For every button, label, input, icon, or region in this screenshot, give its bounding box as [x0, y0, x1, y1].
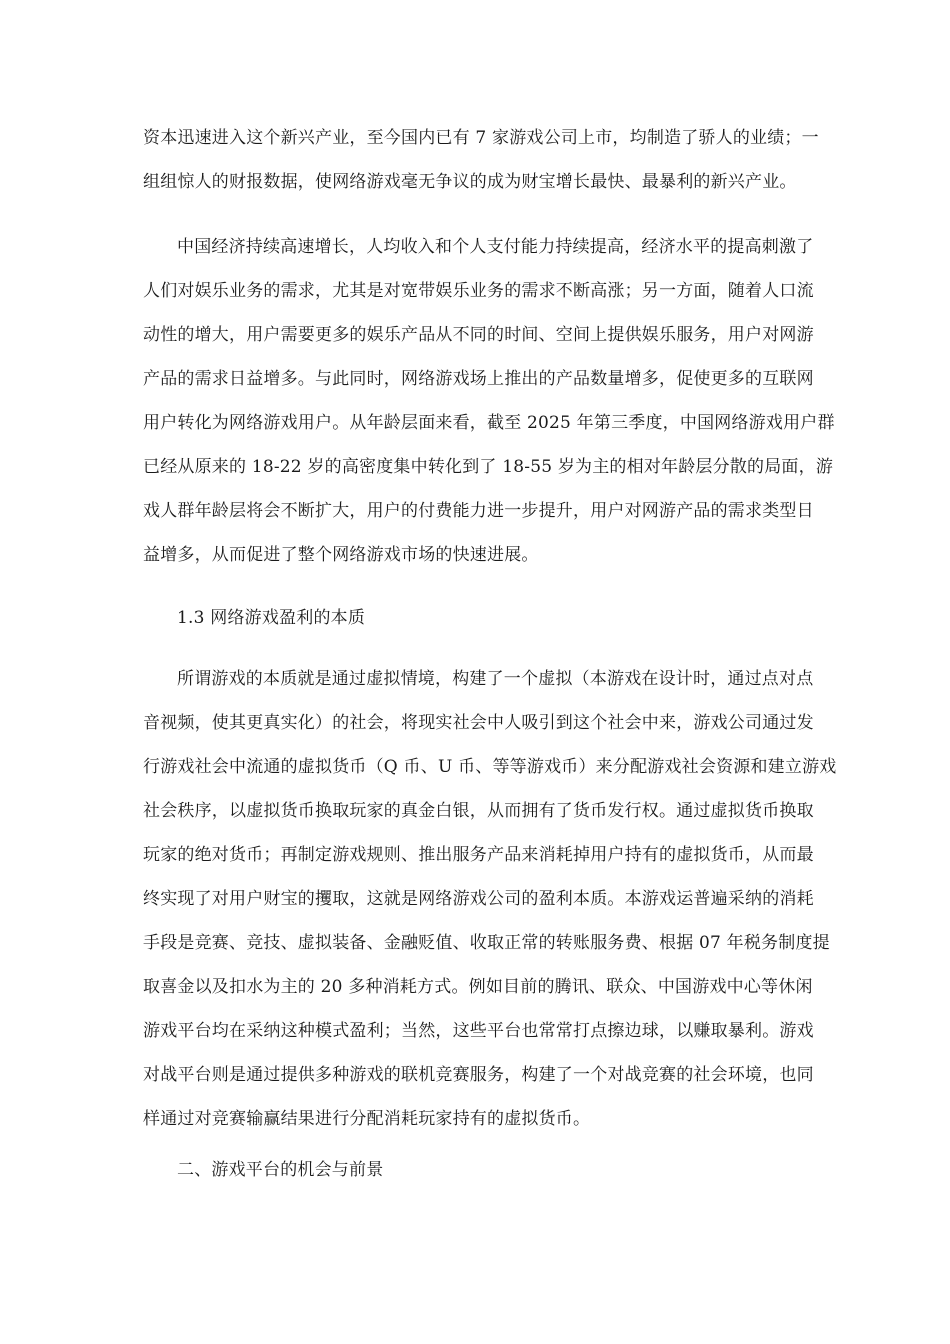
paragraph-3-line-1: 所谓游戏的本质就是通过虚拟情境，构建了一个虚拟（本游戏在设计时，通过点对点 — [177, 669, 814, 689]
paragraph-1-line-2: 组组惊人的财报数据，使网络游戏毫无争议的成为财宝增长最快、最暴利的新兴产业。 — [143, 172, 797, 192]
paragraph-2-line-3: 动性的增大，用户需要更多的娱乐产品从不同的时间、空间上提供娱乐服务，用户对网游 — [143, 325, 814, 345]
paragraph-3-line-3: 行游戏社会中流通的虚拟货币（Q 币、U 币、等等游戏币）来分配游戏社会资源和建立游戏 — [143, 757, 837, 777]
paragraph-1-line-1: 资本迅速进入这个新兴产业，至今国内已有 7 家游戏公司上市，均制造了骄人的业绩；一 — [143, 128, 819, 148]
paragraph-3-line-6: 终实现了对用户财宝的攫取，这就是网络游戏公司的盈利本质。本游戏运普遍采纳的消耗 — [143, 889, 814, 909]
paragraph-3-line-4: 社会秩序，以虚拟货币换取玩家的真金白银，从而拥有了货币发行权。通过虚拟货币换取 — [143, 801, 814, 821]
paragraph-3-line-10: 对战平台则是通过提供多种游戏的联机竞赛服务，构建了一个对战竞赛的社会环境，也同 — [143, 1065, 814, 1085]
paragraph-3-line-8: 取喜金以及扣水为主的 20 多种消耗方式。例如目前的腾讯、联众、中国游戏中心等休闲 — [143, 977, 813, 997]
paragraph-3-line-7: 手段是竞赛、竞技、虚拟装备、金融贬值、收取正常的转账服务费、根据 07 年税务制度提 — [143, 933, 830, 953]
paragraph-2-line-4: 产品的需求日益增多。与此同时，网络游戏场上推出的产品数量增多，促使更多的互联网 — [143, 369, 814, 389]
paragraph-2-line-1: 中国经济持续高速增长，人均收入和个人支付能力持续提高，经济水平的提高刺激了 — [177, 237, 814, 257]
paragraph-2-line-5: 用户转化为网络游戏用户。从年龄层面来看，截至 2025 年第三季度，中国网络游戏用户群 — [143, 413, 835, 433]
paragraph-2-line-2: 人们对娱乐业务的需求，尤其是对宽带娱乐业务的需求不断高涨；另一方面，随着人口流 — [143, 281, 814, 301]
paragraph-3-line-9: 游戏平台均在采纳这种模式盈利；当然，这些平台也常常打点擦边球，以赚取暴利。游戏 — [143, 1021, 814, 1041]
paragraph-2-line-6: 已经从原来的 18-22 岁的高密度集中转化到了 18-55 岁为主的相对年龄层分散的局面，游 — [143, 457, 834, 477]
section-heading-1-3: 1.3 网络游戏盈利的本质 — [177, 608, 366, 628]
paragraph-2-line-7: 戏人群年龄层将会不断扩大，用户的付费能力进一步提升，用户对网游产品的需求类型日 — [143, 501, 814, 521]
section-heading-2: 二、游戏平台的机会与前景 — [177, 1160, 384, 1180]
paragraph-2-line-8: 益增多，从而促进了整个网络游戏市场的快速进展。 — [143, 545, 539, 565]
paragraph-3-line-11: 样通过对竞赛输赢结果进行分配消耗玩家持有的虚拟货币。 — [143, 1109, 591, 1129]
paragraph-3-line-5: 玩家的绝对货币；再制定游戏规则、推出服务产品来消耗掉用户持有的虚拟货币，从而最 — [143, 845, 814, 865]
paragraph-3-line-2: 音视频，使其更真实化）的社会，将现实社会中人吸引到这个社会中来，游戏公司通过发 — [143, 713, 814, 733]
